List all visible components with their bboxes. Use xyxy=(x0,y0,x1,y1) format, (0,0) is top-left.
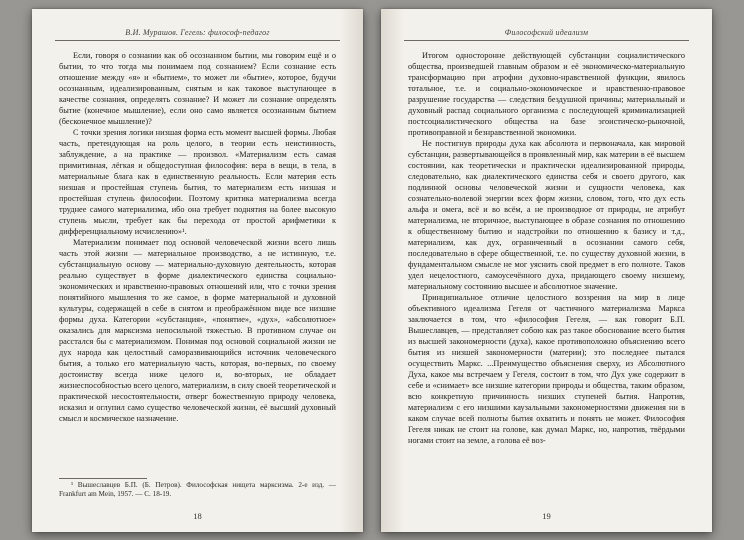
paragraph: Принципиальное отличие целостного воззрения на мир в лице объективного идеализма Гегеля от частичного материализма Маркса заключается в том, что «философия Гегеля, — как говорит Б.П. Вышеславцев, — представляет собою как раз такое обоснование всего бытия из высшей закономерности (духа), какое противоположно объяснению всего бытия из низшей закономерности (материи); это последнее пытался осуществить Маркс. ...Преимущество объяснения сверху, из Абсолютного Духа, какое мы встречаем у Гегеля, состоит в том, что Дух уже содержит в себе и «снимает» все низшие категории природы и общества, таким образом, всю конкретную причинность низших ступеней бытия. Напротив, материализм с его низшими каузальными закономерностями движения ни в каком случае всей полноты бытия охватить и понять не может. Философия Гегеля никак не стоит на голове, как думал Маркс, но, напротив, твёрдыми ногами стоит на земле, а голова её воз- xyxy=(408,293,685,445)
right-header-rule xyxy=(404,40,689,41)
right-body-text xyxy=(408,50,685,446)
footnote-rule xyxy=(59,478,147,479)
left-page-number: 18 xyxy=(193,511,202,521)
left-page xyxy=(32,9,363,532)
right-running-head: Философский идеализм xyxy=(504,28,589,37)
paragraph: Итогом односторонне действующей субстанции социалистического общества, произведшей главным образом и её экономическо-материальную трансформацию при атрофии духовно-нравственной функции, явилось тотальное, т.е. и социально-экономическое и нравственно-правовое разрушение государства — следствия бездушной причины; материальный и духовный распад социального организма с последующей криминализацией постсоциалистического общества на базе эгоистическо-рыночной, противоправной и безнравственной экономики. xyxy=(408,51,685,137)
paragraph: Если, говоря о сознании как об осознанном бытии, мы говорим ещё и о бытии, то что тогда мы понимаем под сознанием? Если сознание есть отношение между «я» и «бытием», то может ли «бытие», которое, будучи осознанным, идеализированным, снятым и как таковое выступающее в качестве сознания, определять сознание? И может ли сознание определять бытие (конечное мышление), если оно само является осознанным бытием (бесконечное мышление)? xyxy=(59,51,336,126)
footnote-text: ¹ Вышеславцев Б.П. (Б. Петров). Философская нищета марксизма. 2-е изд. — Frankfurt am Mein, 1957. — С. 18-19. xyxy=(59,481,336,498)
left-body-text xyxy=(59,50,336,424)
paragraph: Не постигнув природы духа как абсолюта и первоначала, как мировой субстанции, развертывающейся в проявленный мир, как материи в её высшем состоянии, как теоретически и практически идеализированной природы, следовательно, как диалектического единства себя и своего другого, как подлинной основы человеческой жизни и сущности человека, как сознательно-волевой энергии всех форм жизни, словом, того, что дух есть альфа и омега, всё и во всём, а не производное от природы, не атрибут материализма, не вторичное, выступающее в образе сознания по отношению к общественному бытию и надстройки по отношению к базису и т.д., материализм, как дух, ограниченный в осознании самого себя, последовательно в сфере общественной, т.е. по существу духовной жизни, в фундаментальном смысле не мог уяснить свой предмет в его полноте. Таков удел нецелостного, самоусечённого духа, придающего своему низшему, материальному состоянию высшее и абсолютное значение. xyxy=(408,139,685,291)
footnote-block xyxy=(59,478,336,499)
left-header-rule xyxy=(55,40,340,41)
right-page xyxy=(381,9,712,532)
right-page-number: 19 xyxy=(542,511,551,521)
left-running-head: В.И. Мурашов. Гегель: философ-педагог xyxy=(125,28,270,37)
paragraph: Материализм понимает под основой человеческой жизни всего лишь часть этой жизни — материальное производство, а не истинную, т.е. субстанциальную основу — материально-духовную деятельность, которая реально существует в форме диалектического единства социально-экономических и нравственно-правовых отношений или, что с точки зрения понятийного мышления то же самое, в форме материальной и духовной культуры, содержащей в себе в снятом и преображённом виде все низшие формы духа. Категории «субстанция», «понятие», «дух», «абсолютное» оказались для марксизма непосильной тяжестью. В противном случае он расстался бы с материализмом. Понимая под основой социальной жизни не дух народа как целостный саморазвивающийся источник человеческого бытия, а только его материальную часть, которая, во-первых, по своему достоинству всегда ниже целого и, во-вторых, не обладает жизнеспособностью всего целого, материализм, в силу своей теоретической и практической несостоятельности, отверг божественную природу человека, исказил и оглупил само существо человеческой жизни, её высший духовный смысл и космическое назначение. xyxy=(59,238,336,423)
paragraph: С точки зрения логики низшая форма есть момент высшей формы. Любая часть, претендующая на роль целого, в теории есть неистинность, заблуждение, а на практике — произвол. «Материализм есть самая примитивная, лёгкая и общедоступная философия: вера в вещи, в тела, в материальные блага как в единственную реальность. Если материя есть низшая и простейшая ступень бытия, то материализм есть низшая и простейшая ступень философии. Поэтому критика материализма всегда труднее самого материализма, ибо она требует поднятия на более высокую ступень мысли, требует как бы перехода от простой арифметики к дифференциальному исчислению»¹. xyxy=(59,128,336,236)
